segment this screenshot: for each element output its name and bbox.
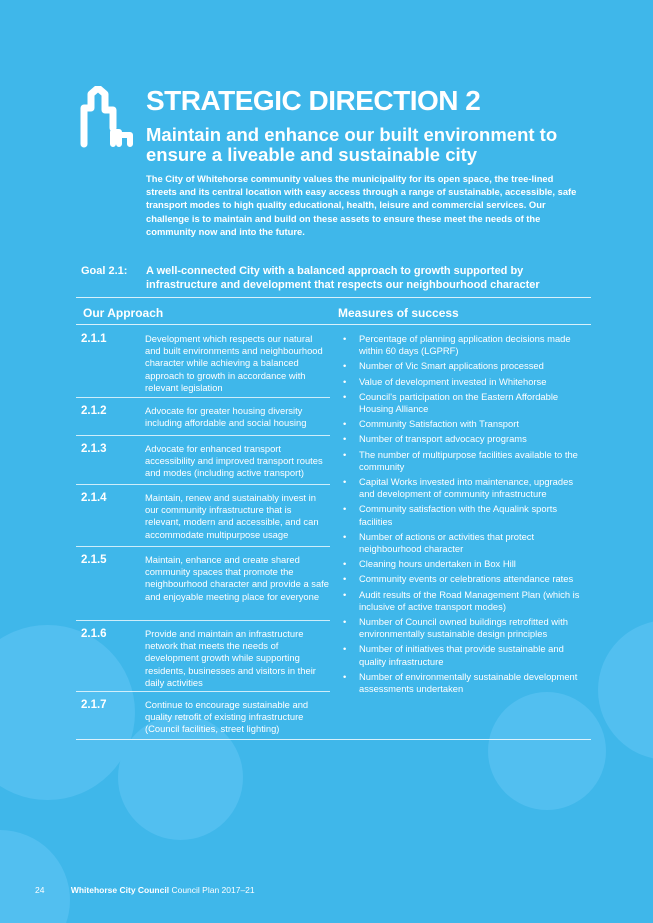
bullet-icon: • bbox=[343, 375, 347, 387]
measure-item bbox=[343, 531, 591, 555]
bullet-icon: • bbox=[343, 670, 347, 682]
approach-number: 2.1.2 bbox=[81, 405, 107, 417]
measure-item bbox=[343, 589, 591, 613]
row-divider bbox=[76, 435, 330, 436]
decorative-bubble bbox=[598, 620, 653, 760]
approach-number: 2.1.1 bbox=[81, 333, 107, 345]
bullet-icon: • bbox=[343, 530, 347, 542]
measure-text: Community satisfaction with the Aqualink sports facilities bbox=[359, 503, 558, 527]
column-header-measures: Measures of success bbox=[338, 306, 459, 320]
measure-text: Number of transport advocacy programs bbox=[359, 433, 527, 445]
bullet-icon: • bbox=[343, 433, 347, 445]
measure-item bbox=[343, 418, 591, 430]
measures-list bbox=[343, 333, 591, 698]
page-subtitle: Maintain and enhance our built environment to ensure a liveable and sustainable city bbox=[146, 124, 558, 165]
approach-text: Maintain, enhance and create shared community spaces that promote the neighbourhood character and provide a safe and enjoyable meeting place for everyone bbox=[145, 554, 329, 602]
measure-text: Council's participation on the Eastern Affordable Housing Alliance bbox=[359, 390, 559, 415]
page-footer bbox=[35, 885, 255, 895]
decorative-bubble bbox=[0, 625, 135, 800]
measure-item bbox=[343, 503, 591, 527]
measure-text: The number of multipurpose facilities available to the community bbox=[359, 448, 578, 472]
measure-item bbox=[343, 433, 591, 445]
bullet-icon: • bbox=[343, 503, 347, 515]
page-title: STRATEGIC DIRECTION 2 bbox=[146, 85, 481, 116]
intro-paragraph: The City of Whitehorse community values the municipality for its open space, the tree-lined streets and its central location with easy access through a range of sustainable, accessible, safe transport modes to high quality educational, health, leisure and commercial services. Our challenge is to maintain and build on these assets to ensure these meet the needs of the community now and into the future. bbox=[146, 173, 577, 237]
bullet-icon: • bbox=[343, 360, 347, 372]
measure-item bbox=[343, 616, 591, 640]
approach-text: Provide and maintain an infrastructure network that meets the needs of development growth while supporting residents, businesses and visitors in their daily activities bbox=[145, 628, 316, 688]
divider bbox=[76, 297, 591, 298]
measure-text: Number of environmentally sustainable development assessments undertaken bbox=[359, 670, 578, 695]
bullet-icon: • bbox=[343, 476, 347, 488]
approach-text: Advocate for enhanced transport accessibility and improved transport routes and modes (including active transport) bbox=[145, 443, 323, 479]
measure-text: Percentage of planning application decisions made within 60 days (LGPRF) bbox=[359, 333, 571, 357]
measure-item bbox=[343, 643, 591, 667]
approach-number: 2.1.4 bbox=[81, 492, 107, 504]
measure-item bbox=[343, 391, 591, 415]
measure-item bbox=[343, 376, 591, 388]
column-header-approach: Our Approach bbox=[83, 306, 164, 320]
goal-label: Goal 2.1: bbox=[81, 265, 128, 277]
bullet-icon: • bbox=[343, 588, 347, 600]
approach-text: Advocate for greater housing diversity including affordable and social housing bbox=[145, 405, 307, 429]
bullet-icon: • bbox=[343, 573, 347, 585]
measure-text: Value of development invested in Whitehorse bbox=[359, 375, 547, 387]
measure-text: Community events or celebrations attendance rates bbox=[359, 573, 574, 585]
bullet-icon: • bbox=[343, 390, 347, 402]
approach-number: 2.1.5 bbox=[81, 554, 107, 566]
page-number: 24 bbox=[35, 885, 45, 895]
decorative-bubble bbox=[0, 830, 70, 923]
bullet-icon: • bbox=[343, 558, 347, 570]
city-skyline-icon bbox=[78, 86, 136, 148]
approach-number: 2.1.6 bbox=[81, 628, 107, 640]
bullet-icon: • bbox=[343, 333, 347, 344]
approach-text: Continue to encourage sustainable and quality retrofit of existing infrastructure (Council facilities, street lighting) bbox=[145, 699, 309, 735]
measure-item bbox=[343, 573, 591, 585]
measure-text: Cleaning hours undertaken in Box Hill bbox=[359, 558, 516, 570]
divider bbox=[76, 739, 591, 740]
footer-doc: Council Plan 2017–21 bbox=[171, 885, 255, 895]
divider bbox=[76, 324, 591, 325]
bullet-icon: • bbox=[343, 418, 347, 430]
measure-text: Community Satisfaction with Transport bbox=[359, 418, 519, 430]
measure-item bbox=[343, 558, 591, 570]
measure-text: Number of Council owned buildings retrofitted with environmentally sustainable design principles bbox=[359, 616, 568, 640]
row-divider bbox=[76, 546, 330, 547]
bullet-icon: • bbox=[343, 616, 347, 628]
measure-text: Audit results of the Road Management Plan (which is inclusive of active transport modes) bbox=[359, 588, 580, 612]
measure-text: Number of actions or activities that protect neighbourhood character bbox=[359, 530, 535, 555]
approach-text: Maintain, renew and sustainably invest in our community infrastructure that is relevant, modern and accessible, and can accommodate multipurpose usage bbox=[145, 492, 319, 540]
bullet-icon: • bbox=[343, 643, 347, 655]
measure-text: Capital Works invested into maintenance, upgrades and development of community infrastructure bbox=[359, 476, 574, 500]
measure-item bbox=[343, 449, 591, 473]
approach-number: 2.1.7 bbox=[81, 699, 107, 711]
bullet-icon: • bbox=[343, 448, 347, 460]
measure-text: Number of Vic Smart applications processed bbox=[359, 360, 544, 372]
measure-item bbox=[343, 671, 591, 695]
measure-item bbox=[343, 333, 591, 357]
measure-text: Number of initiatives that provide sustainable and quality infrastructure bbox=[359, 643, 564, 667]
goal-text: A well-connected City with a balanced approach to growth supported by infrastructure and development that respects our neighbourhood character bbox=[146, 265, 540, 291]
approach-text: Development which respects our natural and built environments and neighbourhood character while achieving a balanced approach to growth in accordance with relevant legislation bbox=[145, 333, 323, 393]
row-divider bbox=[76, 484, 330, 485]
decorative-bubble bbox=[488, 692, 606, 810]
row-divider bbox=[76, 397, 330, 398]
approach-number: 2.1.3 bbox=[81, 443, 107, 455]
row-divider bbox=[76, 620, 330, 621]
measure-item bbox=[343, 360, 591, 372]
row-divider bbox=[76, 691, 330, 692]
footer-org: Whitehorse City Council bbox=[70, 885, 170, 895]
measure-item bbox=[343, 476, 591, 500]
